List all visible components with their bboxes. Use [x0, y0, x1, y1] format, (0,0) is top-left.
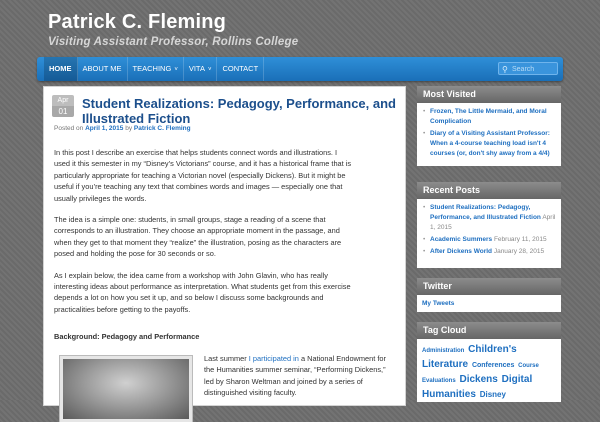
- post-article: [43, 86, 406, 406]
- nav-item-about-me[interactable]: [78, 57, 128, 81]
- post-photo: [60, 356, 192, 422]
- post-title[interactable]: Student Realizations: Pedagogy, Performance, and Illustrated Fiction: [82, 96, 396, 126]
- widget-title: Twitter: [417, 278, 561, 295]
- nav-menu: [44, 57, 563, 81]
- tag-link[interactable]: Digital Humanities: [422, 374, 533, 400]
- post-date-link[interactable]: April 1, 2015: [85, 125, 124, 132]
- search-placeholder: Search: [512, 66, 535, 73]
- nav-item-vita[interactable]: [184, 57, 218, 81]
- post-paragraph: As I explain below, the idea came from a workshop with John Glavin, who has really interesting ideas about performance as interpretation. What students get from this exercise depends a lot on how you set it up, and so below I discuss some backgrounds and practicalities before getting to the payoffs.: [54, 270, 351, 314]
- most-visited-widget: [417, 86, 561, 166]
- recent-post-date: January 28, 2015: [493, 248, 545, 255]
- chevron-down-icon: ˅: [207, 67, 212, 73]
- widget-title: Tag Cloud: [417, 322, 561, 339]
- date-day: 01: [52, 106, 74, 117]
- list-item: [422, 129, 556, 159]
- post-paragraph: The idea is a simple one: students, in small groups, stage a reading of a scene that corresponds to an illustration. They choose an appropriate moment in the passage, and when they get to that moment they “realize” the illustration, posing as the characters are posed and holding the pose for 30 seconds or so.: [54, 215, 342, 259]
- tag-link[interactable]: Children's Literature: [422, 344, 517, 370]
- post-paragraph: [204, 353, 394, 399]
- recent-post-link[interactable]: After Dickens World: [430, 248, 493, 255]
- search-input[interactable]: [498, 62, 558, 75]
- tag-cloud-widget: [417, 322, 561, 402]
- post-body: [54, 147, 354, 325]
- meta-prefix: Posted on: [54, 125, 84, 132]
- nav-label-home: HOME: [49, 64, 72, 73]
- nav-label-about-me: ABOUT ME: [82, 64, 122, 73]
- main-navigation: [37, 57, 563, 81]
- date-month: Apr: [52, 95, 74, 106]
- search-icon: ⚲: [502, 65, 508, 74]
- seminar-link[interactable]: I participated in: [248, 354, 299, 363]
- recent-post-link[interactable]: Academic Summers: [430, 236, 493, 243]
- recent-post-date: February 11, 2015: [493, 236, 547, 243]
- date-badge: [52, 95, 74, 117]
- list-item: [422, 107, 556, 127]
- nav-label-vita: VITA: [188, 64, 205, 73]
- recent-post-date: April 1, 2015: [430, 214, 556, 231]
- tag-link[interactable]: Dickens: [459, 374, 498, 385]
- nav-item-home[interactable]: [44, 57, 78, 81]
- site-title[interactable]: Patrick C. Fleming: [48, 11, 227, 33]
- list-item: [422, 247, 556, 257]
- post-paragraph: In this post I describe an exercise that helps students connect words and illustrations. I used it this semester in my “Disney’s Victorians” course, and it has a historical frame that is particularly appropriate for teaching a Victorian novel (especially Dickens). But it might be useful if you’re teaching any text that combines words and images — especially one that usually privileges the words.: [54, 148, 352, 203]
- tag-link[interactable]: Disney: [479, 390, 506, 399]
- twitter-widget: [417, 278, 561, 312]
- caption-text: Last summer: [204, 354, 247, 363]
- section-heading: Background: Pedagogy and Performance: [54, 332, 200, 341]
- nav-item-contact[interactable]: [217, 57, 264, 81]
- list-item: [422, 235, 556, 245]
- chevron-down-icon: ˅: [174, 67, 178, 73]
- tag-link[interactable]: Course: [518, 363, 539, 369]
- post-meta: [54, 125, 191, 132]
- list-item: [422, 203, 556, 233]
- tag-link[interactable]: Administration: [422, 348, 465, 354]
- post-author-link[interactable]: Patrick C. Fleming: [133, 125, 191, 132]
- site-description: Visiting Assistant Professor, Rollins College: [48, 36, 299, 48]
- nav-item-teaching[interactable]: [128, 57, 184, 81]
- tag-link[interactable]: Evaluations: [422, 378, 456, 384]
- nav-label-teaching: TEACHING: [132, 64, 172, 73]
- most-visited-link[interactable]: Diary of a Visiting Assistant Professor: When a 4-course teaching load isn't 4 courses (or, don't shy away from a 4/4): [430, 130, 550, 157]
- widget-title: Recent Posts: [417, 182, 561, 199]
- meta-by: by: [125, 125, 133, 132]
- tag-link[interactable]: Conferences: [471, 362, 515, 369]
- most-visited-link[interactable]: Frozen, The Little Mermaid, and Moral Complication: [430, 108, 547, 125]
- my-tweets-link[interactable]: My Tweets: [422, 300, 455, 307]
- caption-text: a National Endowment for the Humanities summer seminar, “Performing Dickens,” led by Sharon Weltman and joined by a series of distinguished visiting faculty.: [204, 354, 387, 398]
- site-header: [48, 10, 298, 48]
- nav-label-contact: CONTACT: [222, 64, 259, 73]
- widget-title: Most Visited: [417, 86, 561, 103]
- recent-posts-widget: [417, 182, 561, 268]
- recent-post-link[interactable]: Student Realizations: Pedagogy, Performance, and Illustrated Fiction: [430, 204, 541, 221]
